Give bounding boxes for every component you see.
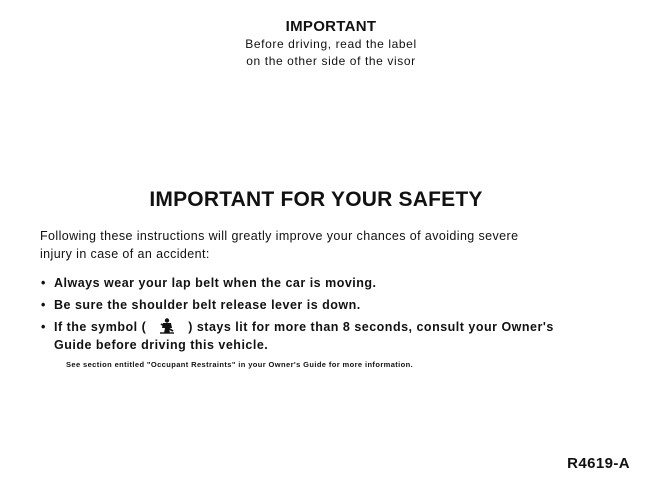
safety-instructions-list: [40, 273, 640, 356]
list-item: [40, 317, 640, 354]
safety-intro-line-2: injury in case of an accident:: [40, 247, 210, 261]
footnote: See section entitled "Occupant Restraints" in your Owner's Guide for more information.: [66, 360, 414, 369]
bullet-dot: •: [41, 298, 46, 312]
bullet-text-line-2: Guide before driving this vehicle.: [54, 338, 269, 352]
top-notice-line-2: on the other side of the visor: [246, 54, 416, 68]
list-item: [40, 295, 640, 315]
list-item: [40, 273, 640, 293]
safety-title: IMPORTANT FOR YOUR SAFETY: [149, 188, 483, 211]
top-notice: [200, 17, 462, 70]
top-notice-line-1: Before driving, read the label: [245, 37, 417, 51]
bullet-text-after-symbol: ) stays lit for more than 8 seconds, consult your Owner's: [188, 320, 554, 334]
safety-intro: [40, 227, 630, 263]
bullet-text: Be sure the shoulder belt release lever is down.: [54, 298, 361, 312]
bullet-dot: •: [41, 276, 46, 290]
seatbelt-warning-icon: [156, 318, 178, 334]
bullet-text-before-symbol: If the symbol (: [54, 320, 147, 334]
bullet-dot: •: [41, 320, 46, 334]
bullet-text: Always wear your lap belt when the car is moving.: [54, 276, 377, 290]
top-notice-title: IMPORTANT: [285, 18, 377, 35]
label-code: R4619-A: [567, 455, 630, 472]
safety-intro-line-1: Following these instructions will greatly improve your chances of avoiding severe: [40, 229, 519, 243]
